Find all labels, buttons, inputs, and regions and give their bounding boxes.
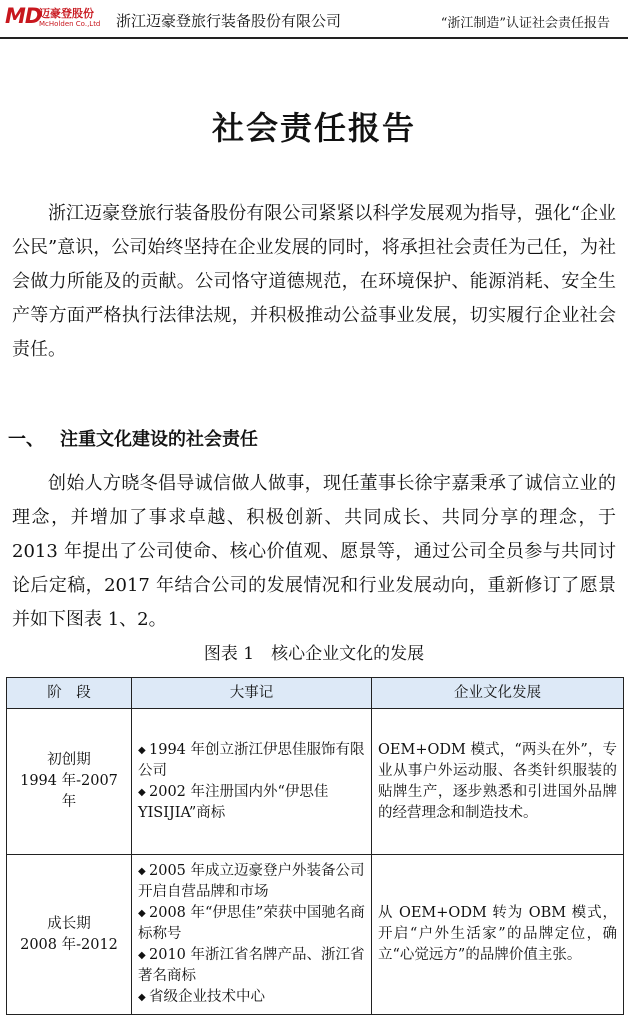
diamond-bullet-icon: ◆ — [138, 744, 146, 756]
event-item: ◆ 2002 年注册国内外“伊思佳 YISIJIA”商标 — [138, 783, 329, 821]
stage-cell — [7, 709, 132, 855]
stage-name: 初创期 — [47, 752, 91, 768]
column-header-events: 大事记 — [132, 678, 372, 709]
event-item: ◆ 2010 年浙江省名牌产品、浙江省著名商标 — [138, 947, 365, 984]
diamond-bullet-icon: ◆ — [138, 908, 146, 919]
diamond-bullet-icon: ◆ — [138, 786, 146, 798]
logo-chinese-name: 迈豪登股份 — [39, 7, 94, 20]
culture-development-table — [6, 677, 624, 1015]
intro-paragraph: 浙江迈豪登旅行装备股份有限公司紧紧以科学发展观为指导，强化“企业公民”意识，公司始终坚持在企业发展的同时，将承担社会责任为己任，为社会做力所能及的贡献。公司恪守道德规范，在环境保护、能源消耗、安全生产等方面严格执行法律法规，并积极推动公益事业发展，切实履行企业社会责任。 — [12, 203, 616, 360]
stage-cell — [7, 855, 132, 1015]
logo-mark: MD — [5, 4, 42, 28]
company-logo — [5, 4, 115, 34]
table-row — [7, 855, 624, 1015]
stage-period: 2008 年-2012 — [20, 936, 118, 953]
diamond-bullet-icon: ◆ — [138, 866, 146, 877]
header-divider — [0, 37, 628, 39]
diamond-bullet-icon: ◆ — [138, 992, 146, 1003]
section-number: 一、 — [8, 429, 44, 450]
section-heading — [8, 425, 258, 451]
table-row — [7, 709, 624, 855]
section-paragraph: 创始人方晓冬倡导诚信做人做事，现任董事长徐宇嘉秉承了诚信立业的理念，并增加了事求卓越、积极创新、共同成长、共同分享的理念，于 2013 年提出了公司使命、核心价值观、愿景等，通过公司全员参与共同讨论后定稿，2017 年结合公司的发展情况和行业发展动向，重新修订了愿景并如下图表 1、2。 — [12, 473, 616, 630]
events-cell — [132, 709, 372, 855]
event-item: ◆ 2005 年成立迈豪登户外装备公司开启自营品牌和市场 — [138, 863, 365, 900]
header-report-name: “浙江制造”认证社会责任报告 — [440, 16, 610, 31]
column-header-stage: 阶 段 — [7, 678, 132, 709]
events-cell — [132, 855, 372, 1015]
event-item: ◆ 1994 年创立浙江伊思佳服饰有限公司 — [138, 741, 365, 779]
column-header-culture: 企业文化发展 — [372, 678, 624, 709]
culture-cell: OEM+ODM 模式，“两头在外”，专业从事户外运动服、各类针织服装的贴牌生产，逐步熟悉和引进国外品牌的经营理念和制造技术。 — [372, 709, 624, 855]
table-header-row — [7, 678, 624, 709]
event-item: ◆ 省级企业技术中心 — [138, 987, 365, 1008]
diamond-bullet-icon: ◆ — [138, 950, 146, 961]
stage-name: 成长期 — [47, 915, 91, 932]
header-company-name: 浙江迈豪登旅行装备股份有限公司 — [116, 12, 342, 30]
stage-period: 1994 年-2007 年 — [20, 773, 118, 810]
section-title: 注重文化建设的社会责任 — [60, 429, 258, 450]
page-header — [0, 0, 628, 38]
logo-english-name: McHolden Co.,Ltd — [39, 20, 101, 28]
table-caption: 图表 1 核心企业文化的发展 — [203, 644, 425, 664]
culture-cell: 从 OEM+ODM 转为 OBM 模式，开启“户外生活家”的品牌定位，确立“心觉远方”的品牌价值主张。 — [372, 855, 624, 1015]
document-title: 社会责任报告 — [211, 109, 416, 147]
event-item: ◆ 2008 年“伊思佳”荣获中国驰名商标称号 — [138, 905, 365, 942]
